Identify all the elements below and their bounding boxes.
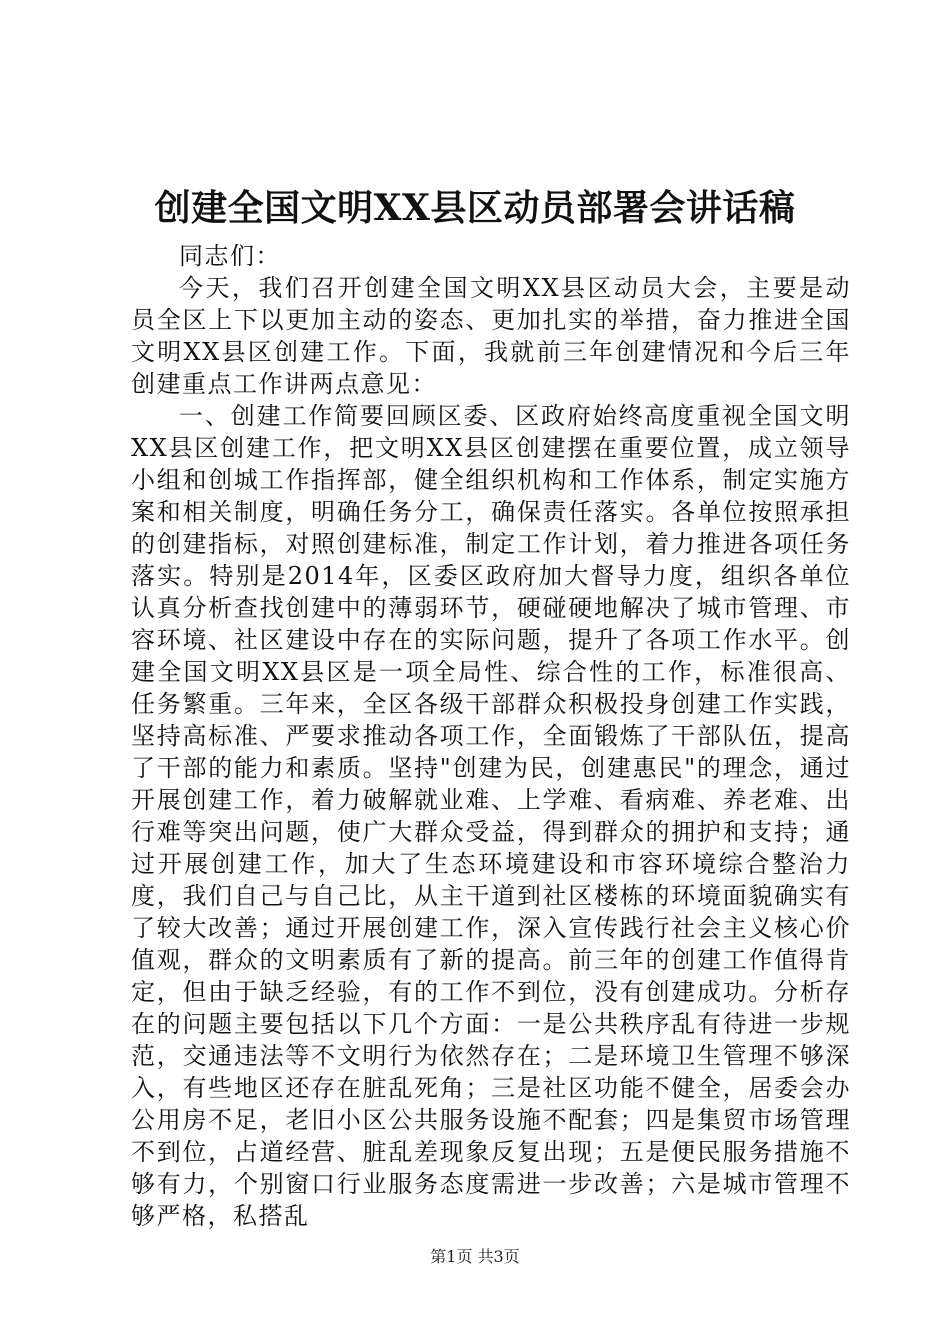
document-body [131,240,851,1232]
intro-paragraph: 今天，我们召开创建全国文明XX县区动员大会，主要是动员全区上下以更加主动的姿态、更加扎实的举措，奋力推进全国文明XX县区创建工作。下面，我就前三年创建情况和今后三年创建重点工作讲两点意见： [131,274,851,398]
document-title: 创建全国文明XX县区动员部署会讲话稿 [154,187,796,229]
salutation-paragraph: 同志们： [179,242,281,270]
page-number-footer: 第1页 共3页 [430,1247,520,1266]
review-paragraph: 一、创建工作简要回顾区委、区政府始终高度重视全国文明XX县区创建工作，把文明XX县区创建摆在重要位置，成立领导小组和创城工作指挥部，健全组织机构和工作体系，制定实施方案和相关制度，明确任务分工，确保责任落实。各单位按照承担的创建指标，对照创建标准，制定工作计划，着力推进各项任务落实。特别是2014年，区委区政府加大督导力度，组织各单位认真分析查找创建中的薄弱环节，硬碰硬地解决了城市管理、市容环境、社区建设中存在的实际问题，提升了各项工作水平。创建全国文明XX县区是一项全局性、综合性的工作，标准很高、任务繁重。三年来，全区各级干部群众积极投身创建工作实践，坚持高标准、严要求推动各项工作，全面锻炼了干部队伍，提高了干部的能力和素质。坚持"创建为民，创建惠民"的理念，通过开展创建工作，着力破解就业难、上学难、看病难、养老难、出行难等突出问题，使广大群众受益，得到群众的拥护和支持；通过开展创建工作，加大了生态环境建设和市容环境综合整治力度，我们自己与自己比，从主干道到社区楼栋的环境面貌确实有了较大改善；通过开展创建工作，深入宣传践行社会主义核心价值观，群众的文明素质有了新的提高。前三年的创建工作值得肯定，但由于缺乏经验，有的工作不到位，没有创建成功。分析存在的问题主要包括以下几个方面：一是公共秩序乱有待进一步规范，交通违法等不文明行为依然存在；二是环境卫生管理不够深入，有些地区还存在脏乱死角；三是社区功能不健全，居委会办公用房不足，老旧小区公共服务设施不配套；四是集贸市场管理不到位，占道经营、脏乱差现象反复出现；五是便民服务措施不够有力，个别窗口行业服务态度需进一步改善；六是城市管理不够严格，私搭乱 [131,402,851,1230]
